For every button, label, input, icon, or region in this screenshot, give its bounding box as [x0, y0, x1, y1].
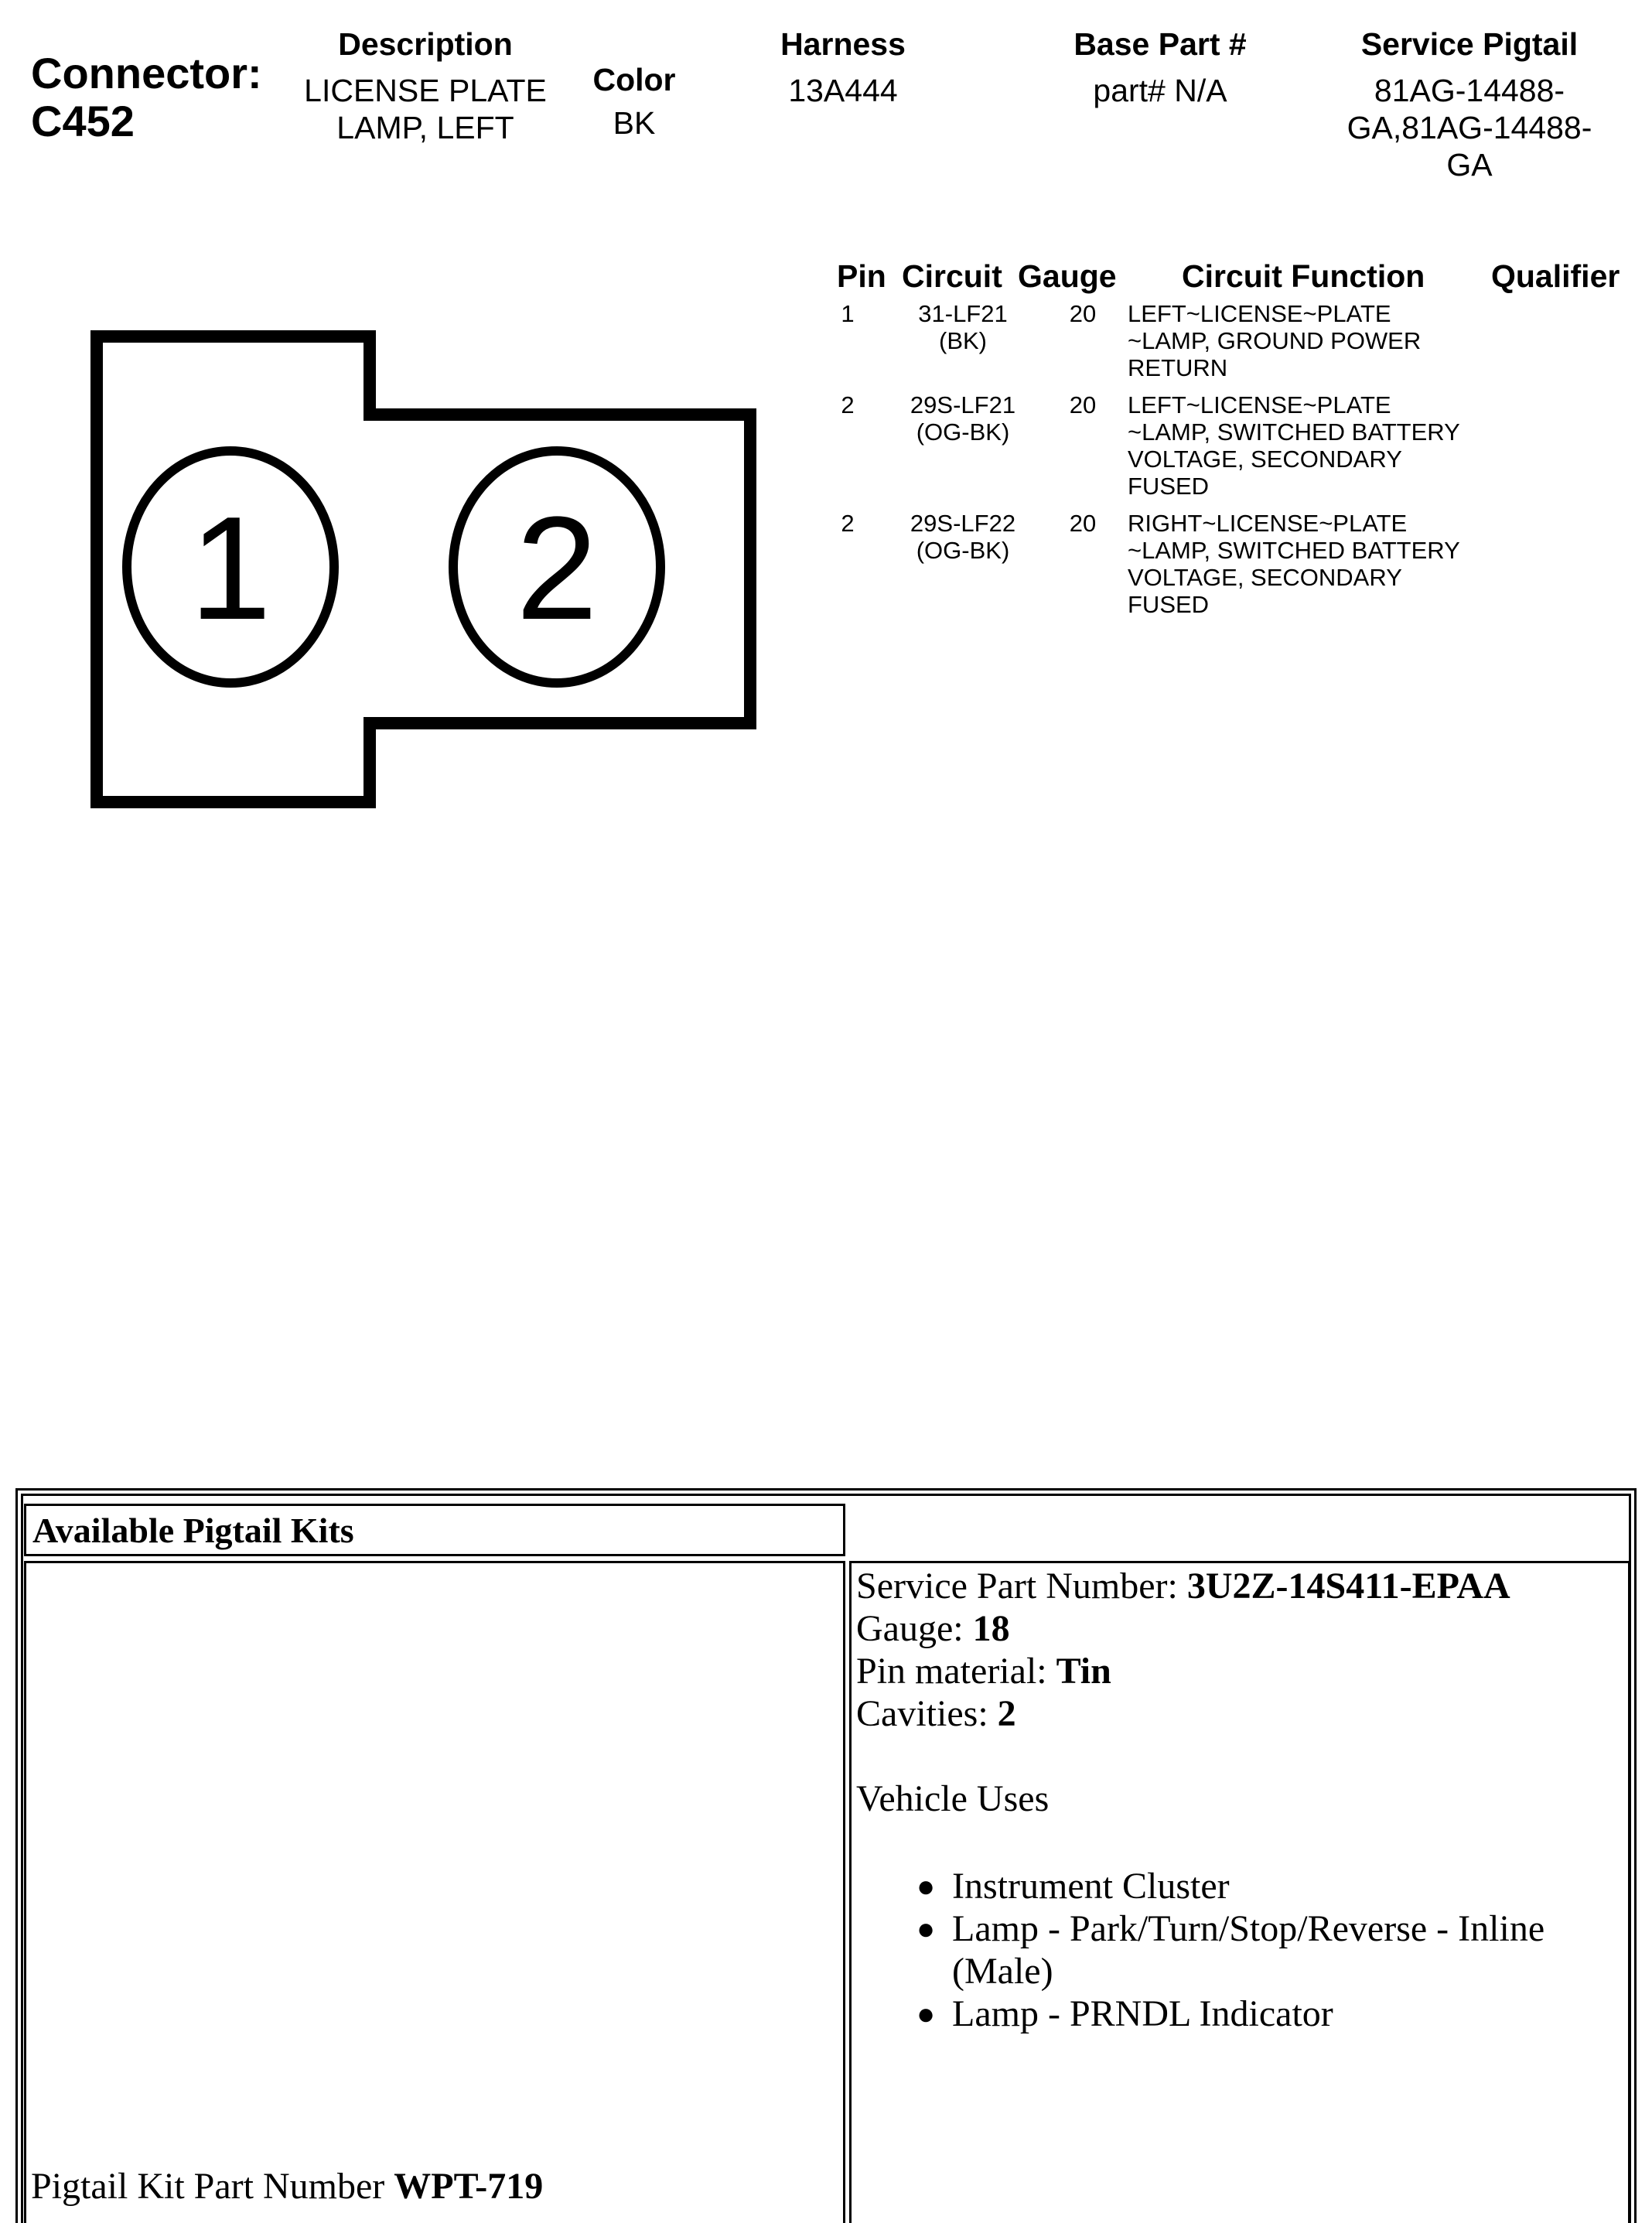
pigtail-kit-part-value: WPT-719 — [394, 2166, 544, 2207]
vehicle-use-text: Lamp - Park/Turn/Stop/Reverse - Inline — [952, 1908, 1545, 1949]
circuit-color: (OG-BK) — [916, 537, 1010, 564]
function-line: RETURN — [1128, 354, 1228, 381]
function-line: ~LAMP, SWITCHED BATTERY — [1128, 418, 1460, 446]
base-part-value: part# N/A — [1093, 73, 1227, 108]
list-item — [856, 1907, 1625, 1993]
description-label: Description — [338, 26, 513, 62]
vehicle-uses-list — [856, 1865, 1625, 2035]
circuit-color: (OG-BK) — [916, 418, 1010, 446]
service-pigtail-line3: GA — [1446, 147, 1493, 183]
service-pigtail-line2: GA,81AG-14488- — [1347, 110, 1592, 145]
function-line: LEFT~LICENSE~PLATE — [1128, 391, 1391, 418]
list-item — [856, 1993, 1625, 2035]
bullet-icon: ● — [916, 1996, 936, 2031]
service-part-number-line — [856, 1565, 1625, 1607]
service-pigtail-column — [1315, 26, 1624, 183]
circuit-id: 29S-LF21 — [910, 391, 1016, 418]
pin-material-value: Tin — [1056, 1651, 1111, 1692]
pigtail-kit-cell — [24, 1561, 845, 2223]
vehicle-use-text: Lamp - PRNDL Indicator — [952, 1993, 1333, 2034]
pin-table — [820, 258, 1640, 924]
pin-number: 2 — [841, 391, 855, 418]
function-line: FUSED — [1128, 473, 1210, 500]
vehicle-use-text-continued: (Male) — [952, 1951, 1053, 1992]
gauge-value: 18 — [972, 1608, 1010, 1649]
description-value-line1: LICENSE PLATE — [304, 73, 547, 108]
gauge-cell: 20 — [1069, 510, 1097, 537]
pin-material-line — [856, 1650, 1625, 1692]
circuit-color: (BK) — [939, 327, 987, 354]
pin-header: Pin — [837, 258, 886, 294]
pin-material-label: Pin material: — [856, 1651, 1056, 1692]
base-part-column — [1036, 26, 1284, 109]
circuit-cell — [889, 391, 1036, 446]
pin-number: 1 — [841, 300, 855, 327]
bullet-icon: ● — [916, 1911, 936, 1946]
circuit-function-cell — [1128, 510, 1460, 618]
pin-1-label: 1 — [189, 487, 271, 651]
vehicle-uses-label: Vehicle Uses — [856, 1778, 1050, 1819]
cavities-value: 2 — [997, 1693, 1016, 1734]
vehicle-use-text: Instrument Cluster — [952, 1866, 1230, 1907]
service-part-number-label: Service Part Number: — [856, 1566, 1187, 1607]
service-part-number-value: 3U2Z-14S411-EPAA — [1186, 1566, 1510, 1607]
color-value: BK — [613, 105, 656, 141]
circuit-function-header: Circuit Function — [1182, 258, 1425, 294]
harness-value: 13A444 — [788, 73, 898, 108]
gauge-cell: 20 — [1069, 391, 1097, 418]
connector-id: C452 — [31, 97, 135, 145]
bullet-icon: ● — [916, 1869, 936, 1904]
circuit-id: 29S-LF22 — [910, 510, 1016, 537]
connector-label: Connector: — [31, 49, 262, 97]
service-pigtail-line1: 81AG-14488- — [1374, 73, 1565, 108]
pigtail-kit-part-number — [31, 2165, 543, 2208]
function-line: FUSED — [1128, 591, 1210, 618]
harness-label: Harness — [780, 26, 906, 62]
function-line: VOLTAGE, SECONDARY — [1128, 446, 1402, 473]
pigtail-kits-title: Available Pigtail Kits — [32, 1511, 354, 1550]
gauge-cell: 20 — [1069, 300, 1097, 327]
qualifier-header: Qualifier — [1491, 258, 1620, 294]
circuit-function-cell — [1128, 300, 1421, 381]
function-line: RIGHT~LICENSE~PLATE — [1128, 510, 1408, 537]
color-label: Color — [592, 62, 676, 97]
base-part-label: Base Part # — [1073, 26, 1247, 62]
circuit-cell — [889, 300, 1036, 354]
cavities-label: Cavities: — [856, 1693, 998, 1734]
pin-2-label: 2 — [516, 487, 598, 651]
pigtail-spec-cell — [849, 1561, 1630, 2223]
function-line: ~LAMP, SWITCHED BATTERY — [1128, 537, 1460, 564]
function-line: LEFT~LICENSE~PLATE — [1128, 300, 1391, 327]
pigtail-spec-block — [856, 1565, 1625, 2035]
pigtail-title-cell — [24, 1504, 845, 1556]
gauge-label: Gauge: — [856, 1608, 973, 1649]
service-pigtail-label: Service Pigtail — [1360, 26, 1579, 62]
circuit-header: Circuit — [902, 258, 1002, 294]
pigtail-kit-part-label: Pigtail Kit Part Number — [31, 2166, 394, 2207]
circuit-function-cell — [1128, 391, 1460, 500]
connector-face-diagram — [0, 0, 835, 835]
cavities-line — [856, 1692, 1625, 1735]
description-value-line2: LAMP, LEFT — [336, 110, 514, 145]
pin-number: 2 — [841, 510, 855, 537]
circuit-cell — [889, 510, 1036, 564]
function-line: ~LAMP, GROUND POWER — [1128, 327, 1422, 354]
gauge-header: Gauge — [1018, 258, 1117, 294]
list-item — [856, 1865, 1625, 1907]
gauge-line — [856, 1607, 1625, 1650]
function-line: VOLTAGE, SECONDARY — [1128, 564, 1402, 591]
circuit-id: 31-LF21 — [918, 300, 1008, 327]
